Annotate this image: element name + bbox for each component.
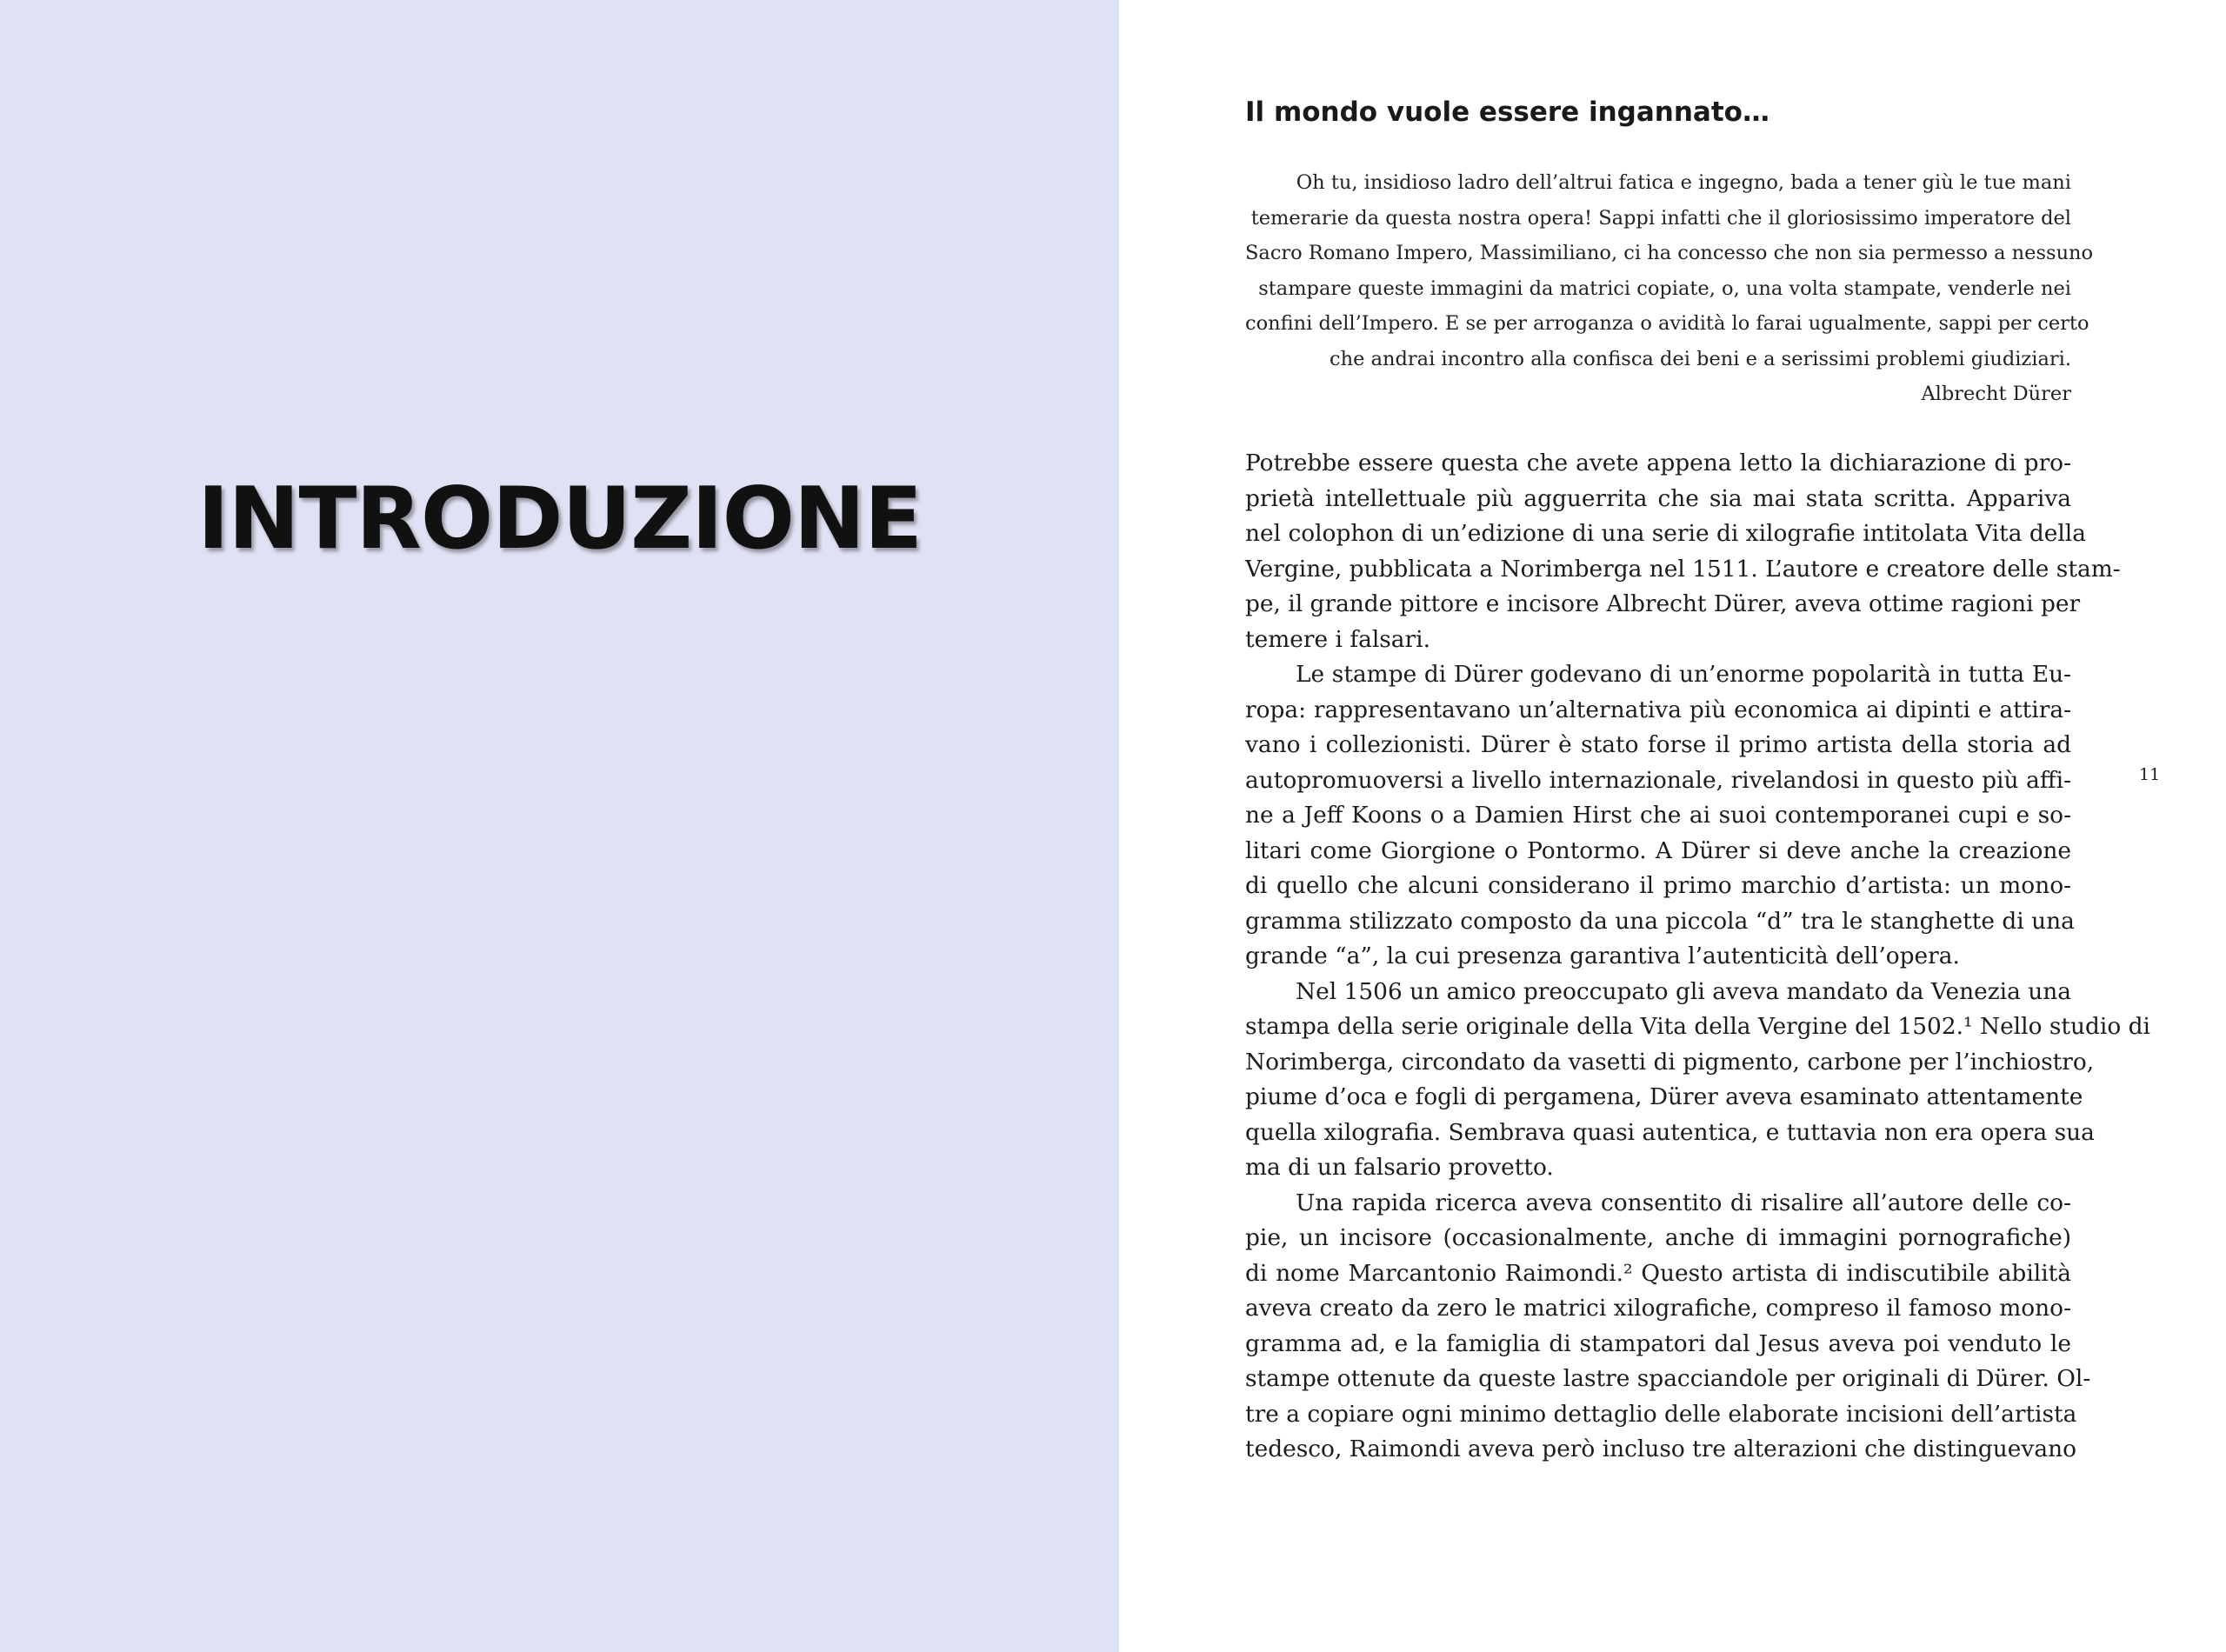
body-line: ropa: rappresentavano un’alternativa più economica ai dipinti e attira- <box>1245 696 2071 723</box>
body-line: ma di un falsario provetto. <box>1245 1154 1554 1181</box>
body-line: autopromuoversi a livello internazionale, rivelandosi in questo più affi- <box>1245 766 2071 794</box>
body-line: tedesco, Raimondi aveva però incluso tre alterazioni che distinguevano <box>1245 1436 2076 1462</box>
epigraph-line: che andrai incontro alla confisca dei beni e a serissimi problemi giudiziari. <box>1330 347 2071 370</box>
body-line: grande “a”, la cui presenza garantiva l’autenticità dell’opera. <box>1245 943 1960 969</box>
body-line: Le stampe di Dürer godevano di un’enorme popolarità in tutta Eu- <box>1296 661 2071 688</box>
epigraph-line: temerarie da questa nostra opera! Sappi infatti che il gloriosissimo imperatore del <box>1250 206 2071 230</box>
epigraph-line: confini dell’Impero. E se per arroganza o avidità lo farai ugualmente, sappi per certo <box>1245 312 2089 335</box>
epigraph <box>1245 165 2094 412</box>
body-line: pie, un incisore (occasionalmente, anche di immagini pornografiche) <box>1245 1224 2071 1251</box>
body-line: pe, il grande pittore e incisore Albrecht Dürer, aveva ottime ragioni per <box>1245 590 2081 617</box>
body-line: nel colophon di un’edizione di una serie di xilografie intitolata Vita della <box>1245 520 2086 547</box>
body-line: ne a Jeff Koons o a Damien Hirst che ai suoi contemporanei cupi e so- <box>1245 802 2071 829</box>
body-line: Norimberga, circondato da vasetti di pigmento, carbone per l’inchiostro, <box>1245 1048 2095 1076</box>
body-line: stampa della serie originale della Vita della Vergine del 1502.¹ Nello studio di <box>1245 1013 2150 1040</box>
body-line: di quello che alcuni considerano il primo marchio d’artista: un mono- <box>1245 872 2071 899</box>
body-line: di nome Marcantonio Raimondi.² Questo artista di indiscutibile abilità <box>1245 1259 2071 1287</box>
body-line: prietà intellettuale più agguerrita che sia mai stata scritta. Appariva <box>1245 484 2071 512</box>
body-line: piume d’oca e fogli di pergamena, Dürer aveva esaminato attentamente <box>1245 1083 2083 1110</box>
epigraph-author: Albrecht Dürer <box>1921 383 2071 405</box>
body-line: aveva creato da zero le matrici xilografiche, compreso il famoso mono- <box>1245 1295 2071 1322</box>
body-line: stampe ottenute da queste lastre spacciandole per originali di Dürer. Ol- <box>1245 1365 2091 1392</box>
epigraph-line: Sacro Romano Impero, Massimiliano, ci ha concesso che non sia permesso a nessuno <box>1245 242 2094 264</box>
body-line: Potrebbe essere questa che avete appena letto la dichiarazione di pro- <box>1245 450 2071 476</box>
body-line: tre a copiare ogni minimo dettaglio delle elaborate incisioni dell’artista <box>1245 1400 2077 1428</box>
epigraph-line: Oh tu, insidioso ladro dell’altrui fatica e ingegno, bada a tener giù le tue mani <box>1296 171 2071 194</box>
body-line: gramma ad, e la famiglia di stampatori dal Jesus aveva poi venduto le <box>1245 1329 2071 1357</box>
body-line: quella xilografia. Sembrava quasi autentica, e tuttavia non era opera sua <box>1245 1118 2095 1146</box>
body-line: gramma stilizzato composto da una piccola “d” tra le stanghette di una <box>1245 907 2075 935</box>
body-line: Nel 1506 un amico preoccupato gli aveva mandato da Venezia una <box>1296 977 2071 1005</box>
epigraph-line: stampare queste immagini da matrici copiate, o, una volta stampate, venderle nei <box>1258 276 2071 300</box>
body-line: temere i falsari. <box>1245 625 1430 653</box>
body-text <box>1245 446 2150 1468</box>
page-number: 11 <box>2139 765 2161 784</box>
body-line: vano i collezionisti. Dürer è stato forse il primo artista della storia ad <box>1245 731 2071 758</box>
body-line: Vergine, pubblicata a Norimberga nel 1511. L’autore e creatore delle stam- <box>1245 555 2121 583</box>
chapter-title: INTRODUZIONE <box>197 470 922 569</box>
section-heading: Il mondo vuole essere ingannato… <box>1245 97 1769 128</box>
body-line: litari come Giorgione o Pontormo. A Dürer si deve anche la creazione <box>1245 836 2071 864</box>
body-line: Una rapida ricerca aveva consentito di risalire all’autore delle co- <box>1296 1189 2071 1216</box>
